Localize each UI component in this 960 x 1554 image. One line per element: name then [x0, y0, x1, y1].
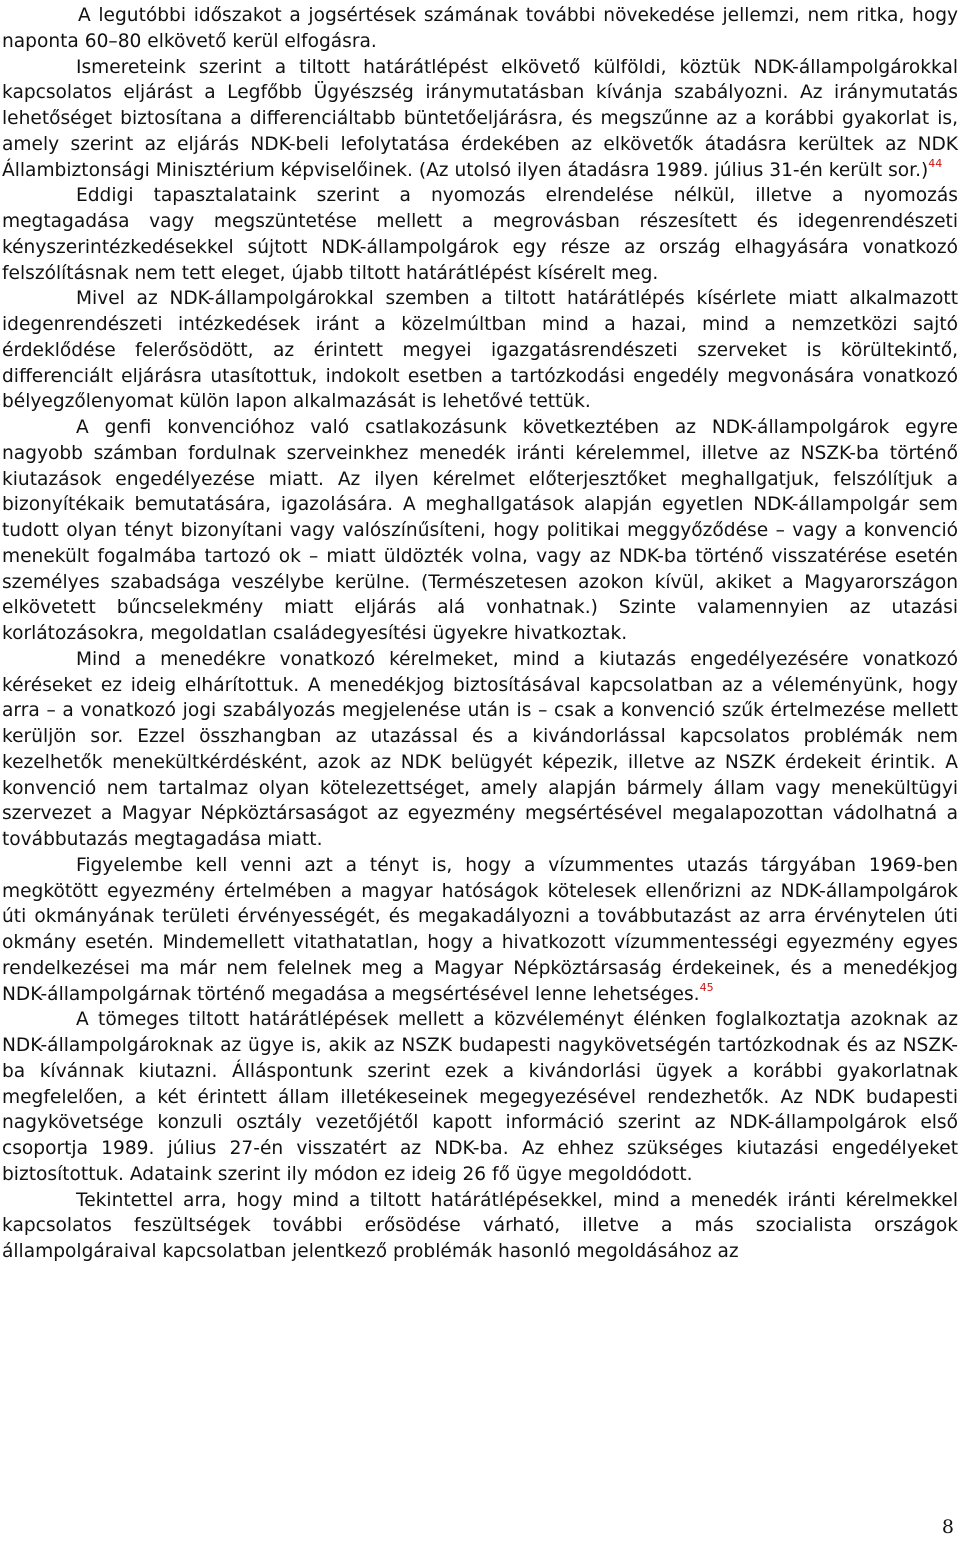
- paragraph: [2, 415, 958, 647]
- paragraph: [2, 55, 958, 184]
- footnote-reference[interactable]: 44: [928, 156, 943, 170]
- paragraph: [2, 3, 958, 55]
- paragraph: [2, 183, 958, 286]
- paragraph-text: A tömeges tiltott határátlépések mellett a közvéleményt élénken foglalkoztatja azoknak az NDK-állampolgároknak az ügye is, akik az NSZK budapesti nagykövetségén tartózkodnak és az NSZK-ba kívánnak kiutazni. Álláspontunk szerint ezek a kivándorlási ügyek a korábbi gyakorlatnak megfelelően, a két érintett állam illetékeseinek megegyezésével rendezhetők. Az NDK budapesti nagykövetsége konzuli osztály vezetőjétől kapott információ szerint az NDK-állampolgárok első csoportja 1989. július 27-én visszatért az NDK-ba. Az ehhez szükséges kiutazási engedélyeket biztosítottuk. Adataink szerint ily módon ez ideig 26 fő ügye megoldódott.: [2, 1009, 958, 1185]
- paragraph-text: Mivel az NDK-állampolgárokkal szemben a tiltott határátlépés kísérlete miatt alkalmazott idegenrendészeti intézkedések iránt a közelmúltban mind a hazai, mind a nemzetközi sajtó érdeklődése felerősödött, az érintett megyei igazgatásrendészeti szerveket is körültekintő, differenciált eljárásra utasítottuk, indokolt esetben a tartózkodási engedély megvonására vonatkozó bélyegzőlenyomat külön lapon alkalmazását is lehetővé tettük.: [2, 288, 958, 413]
- paragraph-text: Figyelembe kell venni azt a tényt is, hogy a vízummentes utazás tárgyában 1969-ben megkötött egyezmény értelmében a magyar hatóságok kötelesek ellenőrizni az NDK-állampolgárok úti okmányának területi érvényességét, és megakadályozni a továbbutazást az arra érvénytelen úti okmány esetén. Mindemellett vitathatatlan, hogy a hivatkozott vízummentességi egyezmény egyes rendelkezései ma már nem felelnek meg a Magyar Népköztársaság érdekeinek, és a menedékjog NDK-állampolgárnak történő megadása a megsértésével lenne lehetséges.: [2, 854, 958, 1005]
- paragraph: [2, 286, 958, 415]
- paragraph: [2, 647, 958, 853]
- paragraph-text: Ismereteink szerint a tiltott határátlépést elkövető külföldi, köztük NDK-állampolgárokkal kapcsolatos eljárást a Legfőbb Ügyészség iránymutatásban kívánja szabályozni. Az iránymutatás lehetőséget biztosítana a differenciáltabb büntetőeljárásra, és megszűnne az a korábbi gyakorlat is, amely szerint az eljárás NDK-beli lefolytatása érdekében az elkövetők átadásra kerültek az NDK Állambiztonsági Minisztérium képviselőinek. (Az utolsó ilyen átadásra 1989. július 31-én került sor.): [2, 56, 958, 181]
- footnote-reference[interactable]: 45: [699, 980, 714, 994]
- paragraph: [2, 1007, 958, 1187]
- paragraph-text: A genfi konvencióhoz való csatlakozásunk következtében az NDK-állampolgárok egyre nagyobb számban fordulnak szerveinkhez menedék iránti kérelemmel, illetve az NSZK-ba történő kiutazások engedélyezése miatt. Az ilyen kérelmet előterjesztőket meghallgatjuk, felszólítjuk a bizonyítékaik bemutatására, igazolására. A meghallgatások alapján egyetlen NDK-állampolgár sem tudott olyan tényt bizonyítani vagy valószínűsíteni, hogy politikai meggyőződése – vagy a konvenció menekült fogalmába tartozó ok – miatt üldözték volna, vagy az NDK-ba történő visszatérése esetén személyes szabadsága veszélybe kerülne. (Természetesen azokon kívül, akiket a Magyarországon elkövetett bűncselekmény miatt eljárás alá vonhatnak.) Szinte valamennyien az utazási korlátozásokra, megoldatlan családegyesítési ügyekre hivatkoztak.: [2, 417, 958, 644]
- paragraph: [2, 1188, 958, 1265]
- paragraph-text: A legutóbbi időszakot a jogsértések számának további növekedése jellemzi, nem ritka, hogy naponta 60–80 elkövető kerül elfogásra.: [2, 5, 958, 52]
- paragraph-text: Eddigi tapasztalataink szerint a nyomozás elrendelése nélkül, illetve a nyomozás megtagadása vagy megszüntetése mellett a megrovásban részesített és idegenrendészeti kényszerintézkedésekkel sújtott NDK-állampolgárok egy része az ország elhagyására vonatkozó felszólításnak nem tett eleget, újabb tiltott határátlépést kísérelt meg.: [2, 185, 958, 284]
- page-number: 8: [941, 1516, 954, 1538]
- paragraph: [2, 853, 958, 1008]
- paragraph-text: Mind a menedékre vonatkozó kérelmeket, mind a kiutazás engedélyezésére vonatkozó kéréseket ez ideig elhárítottuk. A menedékjog biztosításával kapcsolatban az a véleményünk, hogy arra – a vonatkozó jogi szabályozás megjelenése után is – csak a konvenció szűk értelmezése mellett kerüljön sor. Ezzel összhangban az utazással és a kivándorlással kapcsolatos problémák nem kezelhetők menekültkérdésként, azok az NDK belügyét képezik, illetve az NSZK érdekeit érintik. A konvenció nem tartalmaz olyan kötelezettséget, amely alapján bármely állam vagy menekültügyi szervezet a Magyar Népköztársaságot az egyezmény megsértésével megalapozottan vádolhatná a továbbutazás megtagadása miatt.: [2, 648, 958, 850]
- paragraph-text: Tekintettel arra, hogy mind a tiltott határátlépésekkel, mind a menedék iránti kérelmekkel kapcsolatos feszültségek további erősödése várható, illetve a más szocialista országok állampolgáraival kapcsolatban jelentkező problémák hasonló megoldásához az: [2, 1189, 958, 1262]
